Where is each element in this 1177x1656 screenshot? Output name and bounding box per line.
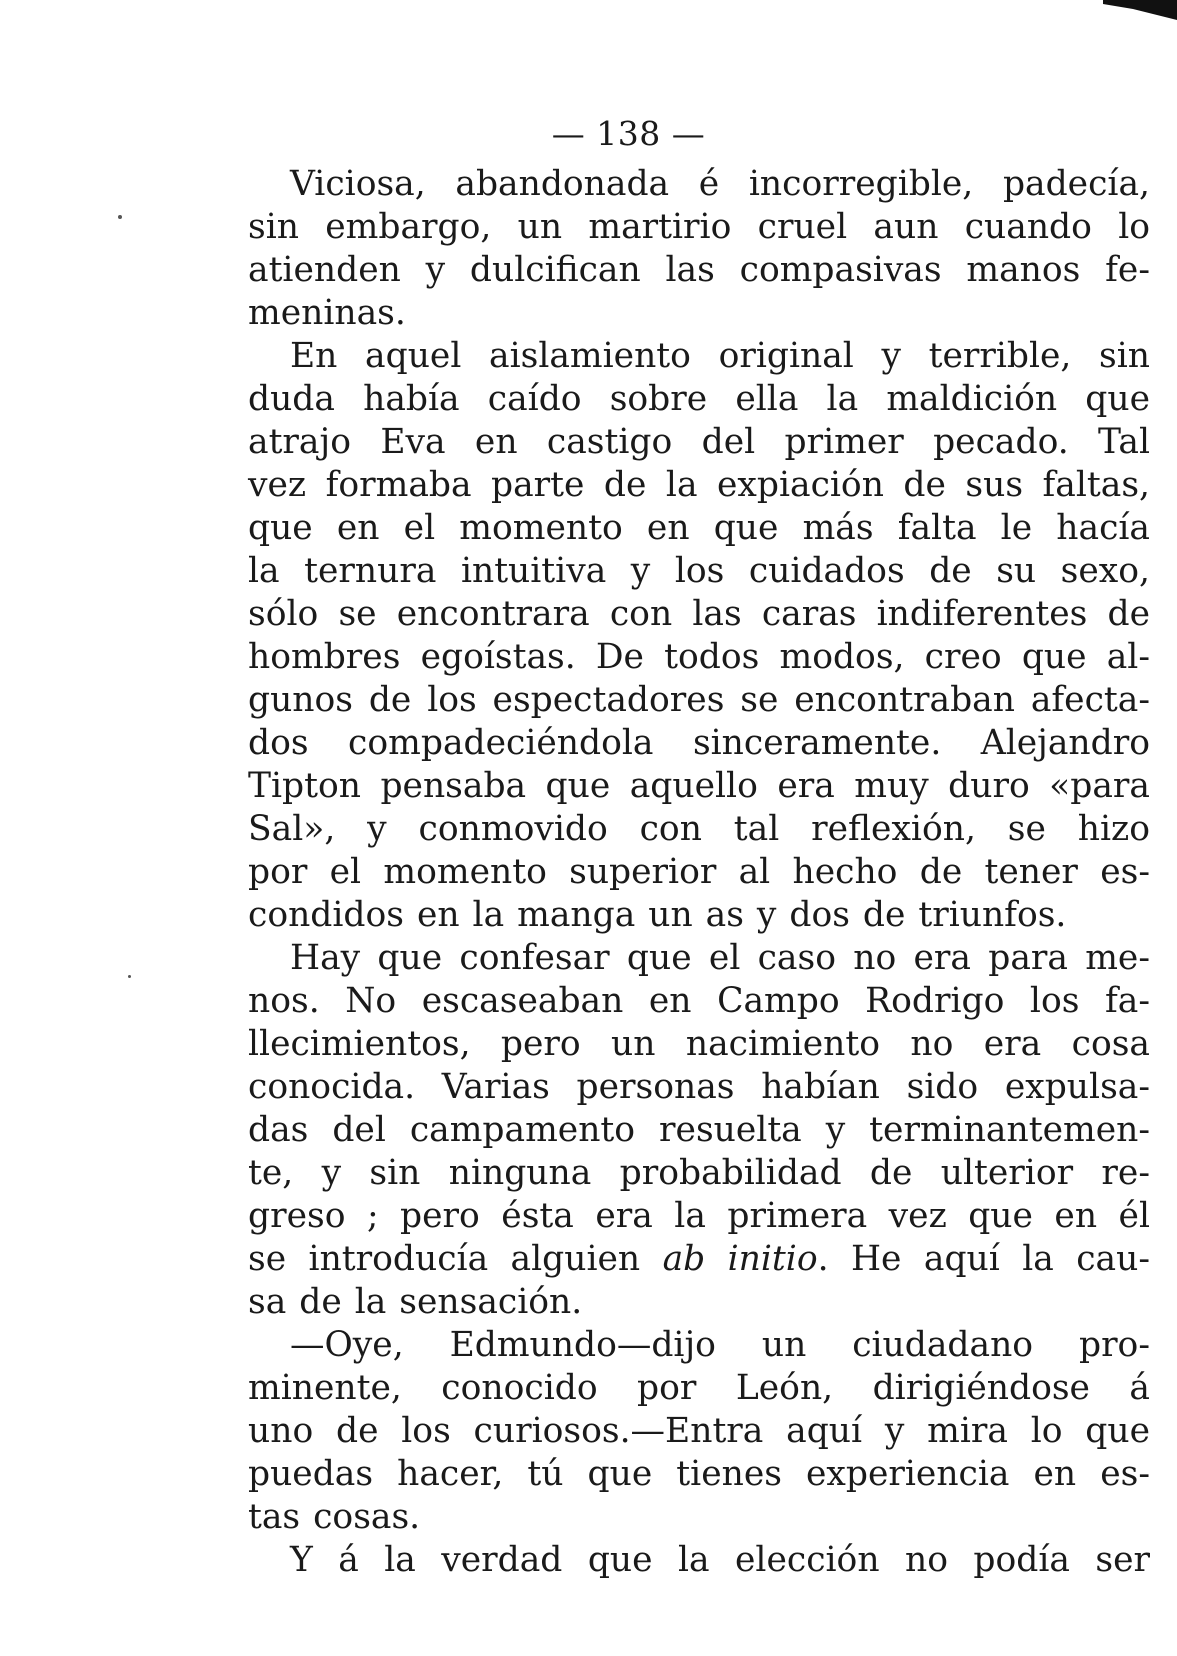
- text-line: greso ; pero ésta era la primera vez que en él: [248, 1196, 1150, 1236]
- body-text: [248, 163, 1150, 1582]
- text-line: nos. No escaseaban en Campo Rodrigo los fa-: [248, 981, 1150, 1021]
- scan-speck: [128, 975, 131, 978]
- text-line: que en el momento en que más falta le hacía: [248, 508, 1150, 548]
- text-line: dos compadeciéndola sinceramente. Alejandro: [248, 723, 1150, 763]
- text-line: Sal», y conmovido con tal reflexión, se hizo: [248, 809, 1150, 849]
- paragraph: [248, 937, 1150, 1324]
- text-line: puedas hacer, tú que tienes experiencia en es-: [248, 1454, 1150, 1494]
- text-line: por el momento superior al hecho de tener es-: [248, 852, 1150, 892]
- text-line: sólo se encontrara con las caras indiferentes de: [248, 594, 1150, 634]
- text-segment: se introducía alguien: [248, 1239, 663, 1279]
- text-line: minente, conocido por León, dirigiéndose á: [248, 1368, 1150, 1408]
- text-line: sin embargo, un martirio cruel aun cuando lo: [248, 207, 1150, 247]
- text-line: llecimientos, pero un nacimiento no era cosa: [248, 1024, 1150, 1064]
- text-line: gunos de los espectadores se encontraban afecta-: [248, 680, 1150, 720]
- text-line: hombres egoístas. De todos modos, creo que al-: [248, 637, 1150, 677]
- text-line: te, y sin ninguna probabilidad de ulterior re-: [248, 1153, 1150, 1193]
- text-line: sa de la sensación.: [248, 1282, 583, 1322]
- page-corner-mark: [1103, 0, 1177, 20]
- text-line: duda había caído sobre ella la maldición que: [248, 379, 1150, 419]
- italic-phrase: ab initio: [662, 1239, 818, 1279]
- text-line: atienden y dulcifican las compasivas manos fe-: [248, 250, 1150, 290]
- text-line: das del campamento resuelta y terminantemen-: [248, 1110, 1150, 1150]
- paragraph: [248, 1324, 1150, 1539]
- text-line: Viciosa, abandonada é incorregible, padecía,: [290, 164, 1150, 204]
- text-line: Y á la verdad que la elección no podía ser: [290, 1540, 1150, 1580]
- text-line: conocida. Varias personas habían sido expulsa-: [248, 1067, 1150, 1107]
- text-line: meninas.: [248, 293, 406, 333]
- text-line: Hay que confesar que el caso no era para me-: [290, 938, 1150, 978]
- text-line: la ternura intuitiva y los cuidados de su sexo,: [248, 551, 1150, 591]
- text-line: uno de los curiosos.—Entra aquí y mira lo que: [248, 1411, 1150, 1451]
- text-line: Tipton pensaba que aquello era muy duro «para: [248, 766, 1150, 806]
- text-line: En aquel aislamiento original y terrible, sin: [290, 336, 1150, 376]
- text-line: condidos en la manga un as y dos de triunfos.: [248, 895, 1067, 935]
- paragraph: [248, 163, 1150, 335]
- page-number: — 138 —: [551, 114, 706, 153]
- paragraph: [248, 1539, 1150, 1582]
- text-line-with-italic: [248, 1238, 1150, 1281]
- text-line: atrajo Eva en castigo del primer pecado. Tal: [248, 422, 1150, 462]
- paragraph: [248, 335, 1150, 937]
- text-line: tas cosas.: [248, 1497, 421, 1537]
- text-line: —Oye, Edmundo—dijo un ciudadano pro-: [290, 1325, 1150, 1365]
- text-line: vez formaba parte de la expiación de sus faltas,: [248, 465, 1150, 505]
- corner-wedge-shape: [1103, 0, 1177, 20]
- scan-speck: [118, 215, 122, 219]
- text-segment: . He aquí la cau-: [817, 1239, 1150, 1279]
